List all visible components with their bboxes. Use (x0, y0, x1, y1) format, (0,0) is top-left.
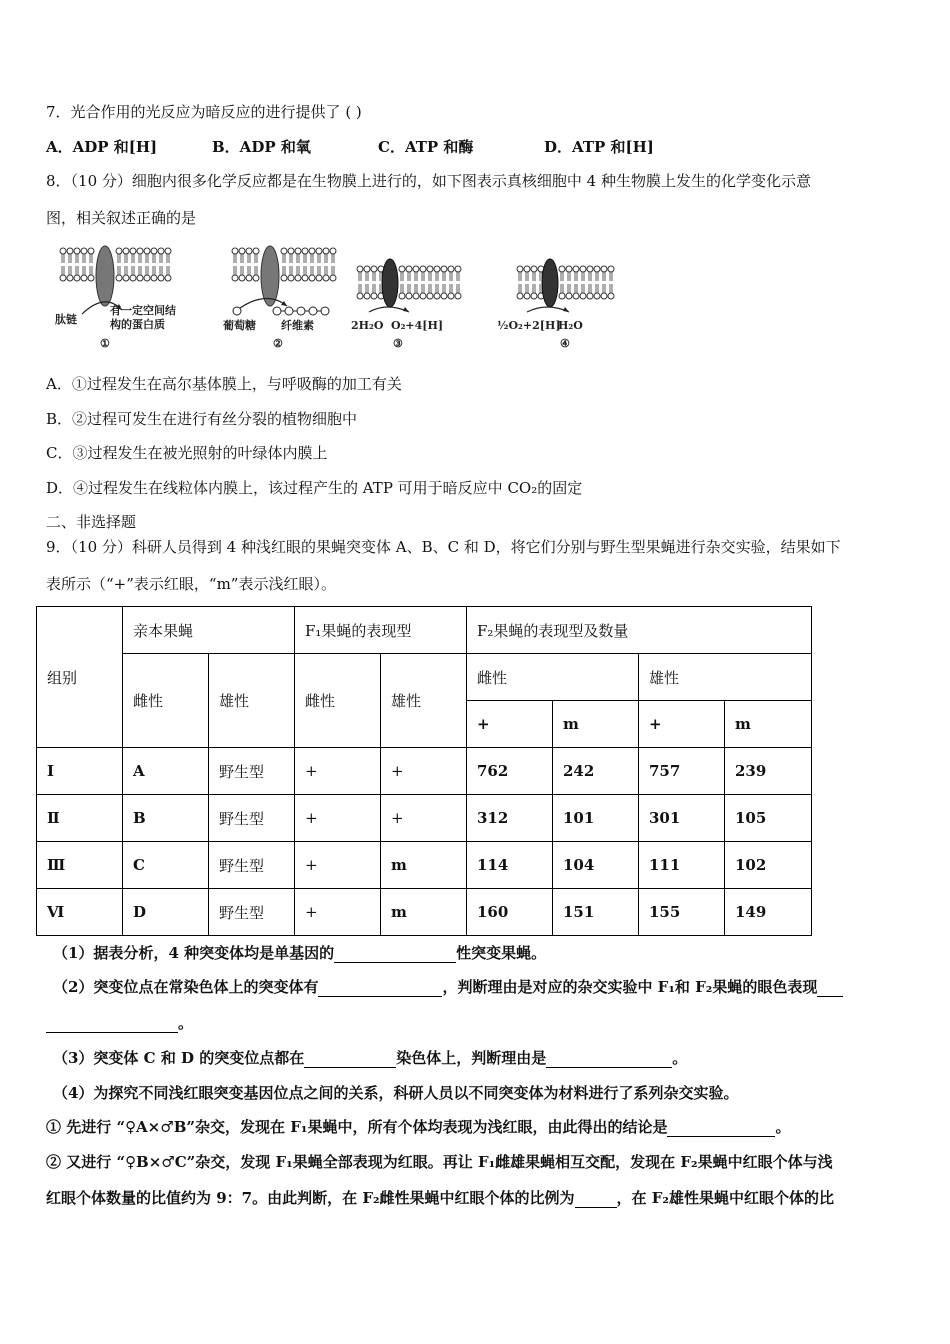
q9-sub2-text-c: 。 (178, 1014, 194, 1032)
table-row (37, 842, 812, 889)
q9-sub2-text-b: ，判断理由是对应的杂交实验中 F₁和 F₂果蝇的眼色表现 (442, 978, 818, 996)
cell-f1-female: + (295, 842, 381, 889)
table-row (37, 889, 812, 936)
reaction-arrow-2 (240, 298, 287, 308)
q8-option-a[interactable]: A．①过程发生在高尔基体膜上，与呼吸酶的加工有关 (46, 375, 402, 393)
q9-sub4-1-text-b: 。 (775, 1118, 791, 1136)
reaction-arrow-4 (527, 307, 569, 312)
glucose-icon (233, 307, 241, 315)
cell-f1-male: + (381, 748, 467, 795)
cell-f2-female-plus: 114 (467, 842, 553, 889)
cell-f1-male: m (381, 842, 467, 889)
th-parent: 亲本果蝇 (123, 607, 295, 654)
answer-blank-4a[interactable] (667, 1120, 775, 1137)
p3-left-label: 2H₂O (351, 319, 384, 332)
q8-option-d[interactable]: D．④过程发生在线粒体内膜上，该过程产生的 ATP 可用于暗反应中 CO₂的固定 (46, 479, 583, 497)
p3-right-label: O₂+4[H] (391, 319, 444, 332)
cell-f2-female-m: 151 (553, 889, 639, 936)
cell-mutant: A (123, 748, 209, 795)
membrane-protein-1 (96, 246, 114, 306)
reaction-arrow-3 (369, 307, 409, 312)
cell-f1-male: + (381, 795, 467, 842)
q9-sub4-2-text-b: ，在 F₂雄性果蝇中红眼个体的比 (616, 1189, 834, 1207)
cellulose-chain-icon (273, 307, 329, 315)
th-f1-female: 雌性 (295, 654, 381, 748)
membrane-panel-3 (351, 259, 461, 350)
cell-f2-female-m: 104 (553, 842, 639, 889)
cell-f2-female-m: 242 (553, 748, 639, 795)
cell-mutant: C (123, 842, 209, 889)
cell-f2-male-m: 149 (725, 889, 812, 936)
membrane-panel-4 (497, 259, 614, 350)
cell-f2-male-plus: 111 (639, 842, 725, 889)
q9-sub4: （4）为探究不同浅红眼突变基因位点之间的关系，科研人员以不同突变体为材料进行了系列杂交实验。 (53, 1084, 739, 1102)
section-heading: 二、非选择题 (46, 513, 137, 531)
q8-option-b[interactable]: B．②过程可发生在进行有丝分裂的植物细胞中 (46, 410, 358, 428)
cell-f2-male-m: 102 (725, 842, 812, 889)
q9-stem-line2: 表所示（“+”表示红眼，“m”表示浅红眼）。 (46, 575, 336, 593)
p2-right-label: 纤维素 (281, 319, 314, 332)
answer-blank-1[interactable] (334, 946, 456, 963)
th-f1-male: 雄性 (381, 654, 467, 748)
p1-left-label: 肽链 (55, 313, 77, 326)
cell-f2-male-m: 239 (725, 748, 812, 795)
p4-left-label: ½O₂+2[H] (497, 319, 561, 332)
p2-left-label: 葡萄糖 (223, 319, 256, 332)
cell-f2-male-plus: 155 (639, 889, 725, 936)
q7-options (46, 137, 654, 157)
q9-sub1-text-a: （1）据表分析，4 种突变体均是单基因的 (53, 944, 335, 962)
q9-sub3-text-a: （3）突变体 C 和 D 的突变位点都在 (53, 1049, 305, 1067)
membrane-panel-1 (55, 246, 176, 350)
membrane-protein-2 (261, 246, 279, 306)
q9-sub1 (53, 943, 546, 963)
th-group: 组别 (37, 607, 123, 748)
th-f2-female: 雌性 (467, 654, 639, 701)
q8-option-c[interactable]: C．③过程发生在被光照射的叶绿体内膜上 (46, 444, 328, 462)
th-f1: F₁果蝇的表现型 (295, 607, 467, 654)
membrane-protein-4 (542, 259, 558, 307)
cell-f2-female-plus: 762 (467, 748, 553, 795)
q7-option-d[interactable]: D．ATP 和[H] (544, 138, 654, 156)
cell-f2-male-plus: 757 (639, 748, 725, 795)
cell-f1-female: + (295, 748, 381, 795)
membrane-protein-3 (382, 259, 398, 307)
th-f2-male-plus: + (639, 701, 725, 748)
table-row (37, 795, 812, 842)
answer-blank-4b[interactable] (575, 1191, 617, 1208)
q8-stem-line1: 8．（10 分）细胞内很多化学反应都是在生物膜上进行的，如下图表示真核细胞中 4 种生物膜上发生的化学变化示意 (46, 172, 811, 190)
q7-option-a[interactable]: A．ADP 和[H] (46, 138, 158, 156)
q7-option-b[interactable]: B．ADP 和氧 (212, 138, 311, 156)
cell-group: Ⅰ (37, 748, 123, 795)
th-f2-male: 雄性 (639, 654, 812, 701)
cell-group: Ⅵ (37, 889, 123, 936)
answer-blank-2a[interactable] (318, 980, 442, 997)
cell-parent-male: 野生型 (209, 842, 295, 889)
q9-stem-line1: 9．（10 分）科研人员得到 4 种浅红眼的果蝇突变体 A、B、C 和 D，将它们分别与野生型果蝇进行杂交实验，结果如下 (46, 538, 841, 556)
th-f2-male-m: m (725, 701, 812, 748)
q7-stem: 7．光合作用的光反应为暗反应的进行提供了 ( ) (46, 103, 362, 121)
cell-f2-female-plus: 312 (467, 795, 553, 842)
th-parent-female: 雌性 (123, 654, 209, 748)
q9-sub2 (53, 977, 843, 997)
q9-sub4-1-text-a: ① 先进行 “♀A×♂B”杂交，发现在 F₁果蝇中，所有个体均表现为浅红眼，由此得出的结论是 (46, 1118, 668, 1136)
p3-number: ③ (393, 337, 403, 350)
answer-blank-3b[interactable] (546, 1051, 672, 1068)
q9-sub4-2-line2 (46, 1188, 834, 1208)
q9-sub3 (53, 1048, 687, 1068)
cell-f2-male-plus: 301 (639, 795, 725, 842)
cell-group: Ⅲ (37, 842, 123, 889)
cell-mutant: D (123, 889, 209, 936)
q9-sub4-1 (46, 1117, 790, 1137)
cell-mutant: B (123, 795, 209, 842)
p2-number: ② (273, 337, 283, 350)
cross-result-table (36, 606, 812, 936)
q9-sub2-text-a: （2）突变位点在常染色体上的突变体有 (53, 978, 319, 996)
q9-sub2-cont (46, 1013, 193, 1033)
cell-f1-male: m (381, 889, 467, 936)
th-f2: F₂果蝇的表现型及数量 (467, 607, 812, 654)
q9-sub4-2-line1: ② 又进行 “♀B×♂C”杂交，发现 F₁果蝇全部表现为红眼。再让 F₁雌雄果蝇相互交配，发现在 F₂果蝇中红眼个体与浅 (46, 1153, 833, 1171)
p1-number: ① (100, 337, 110, 350)
answer-blank-3a[interactable] (304, 1051, 396, 1068)
answer-blank-2b[interactable] (817, 980, 843, 997)
membrane-diagram (55, 243, 635, 358)
th-f2-female-m: m (553, 701, 639, 748)
membrane-panel-2 (223, 246, 336, 350)
cell-group: Ⅱ (37, 795, 123, 842)
cell-f2-male-m: 105 (725, 795, 812, 842)
cell-f2-female-plus: 160 (467, 889, 553, 936)
cell-parent-male: 野生型 (209, 748, 295, 795)
table-row (37, 748, 812, 795)
p1-right-label-1: 有一定空间结 (110, 304, 176, 317)
cell-f2-female-m: 101 (553, 795, 639, 842)
p4-number: ④ (560, 337, 570, 350)
cell-parent-male: 野生型 (209, 889, 295, 936)
cell-f1-female: + (295, 795, 381, 842)
th-f2-female-plus: + (467, 701, 553, 748)
q9-sub4-2-text-a: 红眼个体数量的比值约为 9：7。由此判断，在 F₂雌性果蝇中红眼个体的比例为 (46, 1189, 575, 1207)
q8-stem-line2: 图，相关叙述正确的是 (46, 209, 197, 227)
th-parent-male: 雄性 (209, 654, 295, 748)
cell-f1-female: + (295, 889, 381, 936)
q9-sub3-text-b: 染色体上，判断理由是 (396, 1049, 547, 1067)
cell-parent-male: 野生型 (209, 795, 295, 842)
q9-sub3-text-c: 。 (672, 1049, 688, 1067)
answer-blank-2c[interactable] (46, 1016, 178, 1033)
q7-option-c[interactable]: C．ATP 和酶 (378, 138, 474, 156)
p1-right-label-2: 构的蛋白质 (110, 318, 165, 331)
p4-right-label: H₂O (558, 319, 583, 332)
q9-sub1-text-b: 性突变果蝇。 (456, 944, 547, 962)
